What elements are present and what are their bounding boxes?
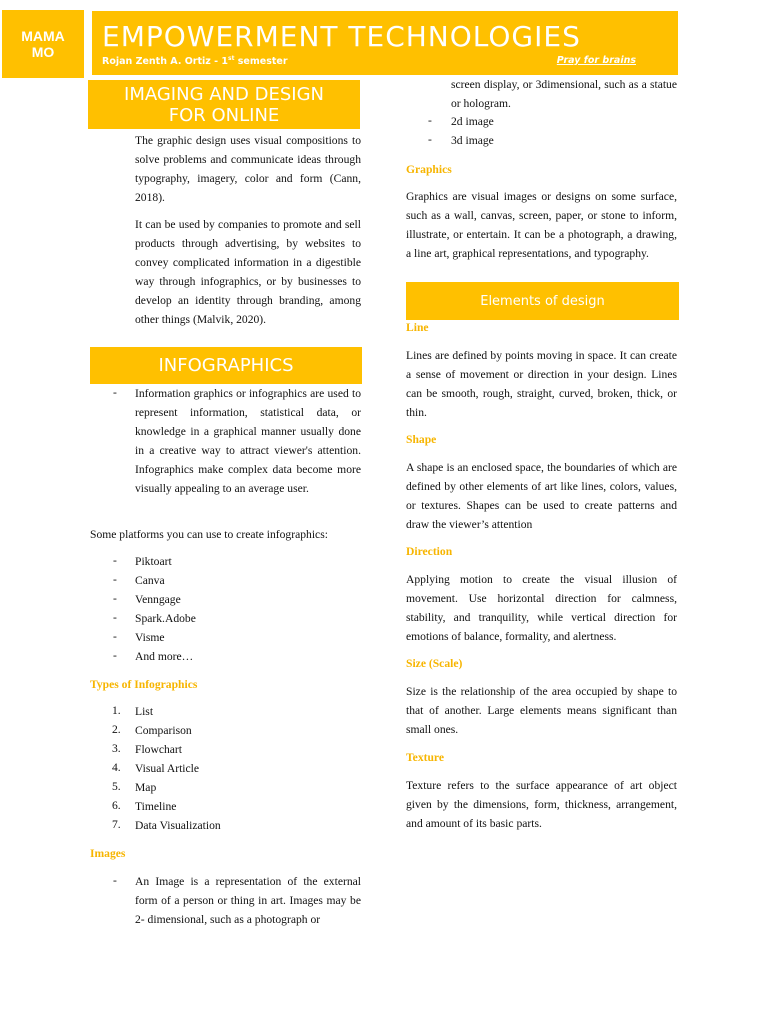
list-number: 2. (112, 723, 121, 736)
bullet-dash: - (113, 592, 117, 605)
bullet-dash: - (113, 630, 117, 643)
logo-badge (2, 10, 84, 78)
imaging-paragraph-1: The graphic design uses visual compositions to solve problems and communicate ideas through typography, imagery, color and form (Cann, 2018). (135, 134, 361, 204)
infographics-definition: Information graphics or infographics are used to represent information, statistical data, or knowledge in a graphical manner usually done in a creative way to attract viewer's attention. Infographics make complex data become more visually appealing to an average user. (135, 387, 361, 495)
list-number: 6. (112, 799, 121, 812)
logo-text: MAMA MO (21, 28, 65, 60)
author-name: Rojan Zenth A. Ortiz - 1 (102, 56, 228, 68)
list-number: 7. (112, 818, 121, 831)
line-heading: Line (406, 321, 429, 334)
list-item: Canva (135, 574, 165, 587)
list-item: Spark.Adobe (135, 612, 196, 625)
bullet-dash: - (428, 133, 432, 146)
author-semester: semester (234, 56, 288, 68)
shape-heading: Shape (406, 433, 437, 446)
bullet-dash: - (113, 874, 117, 887)
list-item: Flowchart (135, 743, 183, 756)
list-item: Visme (135, 631, 165, 644)
list-item: Venngage (135, 593, 181, 606)
images-definition-continued: screen display, or 3dimensional, such as a statue or hologram. (451, 78, 677, 110)
shape-paragraph: A shape is an enclosed space, the boundaries of which are defined by other elements of art like lines, colors, values, or textures. Shapes can be used to create patterns and draw the viewer’s attention (406, 461, 677, 531)
list-item: 3d image (451, 134, 494, 147)
motto-link[interactable]: Pray for brains (556, 55, 636, 66)
platforms-intro: Some platforms you can use to create infographics: (90, 528, 328, 541)
list-item: Data Visualization (135, 819, 221, 832)
graphics-heading: Graphics (406, 163, 452, 176)
elements-heading: Elements of design (480, 293, 605, 309)
imaging-heading-box (88, 80, 360, 129)
list-number: 4. (112, 761, 121, 774)
list-number: 3. (112, 742, 121, 755)
list-item: Timeline (135, 800, 177, 813)
imaging-heading: IMAGING AND DESIGN FOR ONLINE (124, 83, 324, 126)
bullet-dash: - (113, 649, 117, 662)
list-item: Map (135, 781, 157, 794)
bullet-dash: - (113, 611, 117, 624)
bullet-dash: - (113, 554, 117, 567)
list-number: 5. (112, 780, 121, 793)
line-paragraph: Lines are defined by points moving in space. It can create a sense of movement or direction in your design. Lines can be smooth, rough, straight, curved, broken, thick, or thin. (406, 349, 677, 419)
list-item: Comparison (135, 724, 192, 737)
graphics-paragraph: Graphics are visual images or designs on some surface, such as a wall, canvas, screen, paper, or stone to inform, illustrate, or entertain. It can be a photograph, a drawing, a line art, graphical representations, and typography. (406, 190, 677, 260)
direction-heading: Direction (406, 545, 453, 558)
bullet-dash: - (113, 573, 117, 586)
list-item: Visual Article (135, 762, 200, 775)
images-heading: Images (90, 847, 126, 860)
list-number: 1. (112, 704, 121, 717)
direction-paragraph: Applying motion to create the visual illusion of movement. Use horizontal direction for calmness, stability, and tranquility, while vertical direction for emotions of balance, formality, and alertness. (406, 573, 677, 643)
size-heading: Size (Scale) (406, 657, 463, 670)
author-ordinal: st (228, 55, 235, 62)
list-item: 2d image (451, 115, 494, 128)
size-paragraph: Size is the relationship of the area occupied by shape to that of another. Large elements means significant than small ones. (406, 685, 677, 736)
list-item: And more… (135, 650, 194, 663)
elements-heading-box (406, 282, 679, 320)
imaging-paragraph-2: It can be used by companies to promote and sell products through advertising, by websites to convey complicated information in a digestible way through infographics, or by businesses to develop an identity through branding, among other things (Malvik, 2020). (135, 218, 361, 326)
bullet-dash: - (113, 386, 117, 399)
list-item: List (135, 705, 154, 718)
types-heading: Types of Infographics (90, 678, 198, 691)
author-line (102, 55, 288, 67)
list-item: Piktoart (135, 555, 172, 568)
bullet-dash: - (428, 114, 432, 127)
images-definition: An Image is a representation of the external form of a person or thing in art. Images may be 2- dimensional, such as a photograph or (135, 875, 361, 926)
page-title: EMPOWERMENT TECHNOLOGIES (102, 20, 581, 53)
texture-paragraph: Texture refers to the surface appearance of art object given by the dimensions, form, thickness, arrangement, and amount of its basic parts. (406, 779, 677, 830)
texture-heading: Texture (406, 751, 445, 764)
infographics-heading: INFOGRAPHICS (158, 355, 294, 376)
title-banner (92, 11, 678, 75)
infographics-heading-box (90, 347, 362, 384)
